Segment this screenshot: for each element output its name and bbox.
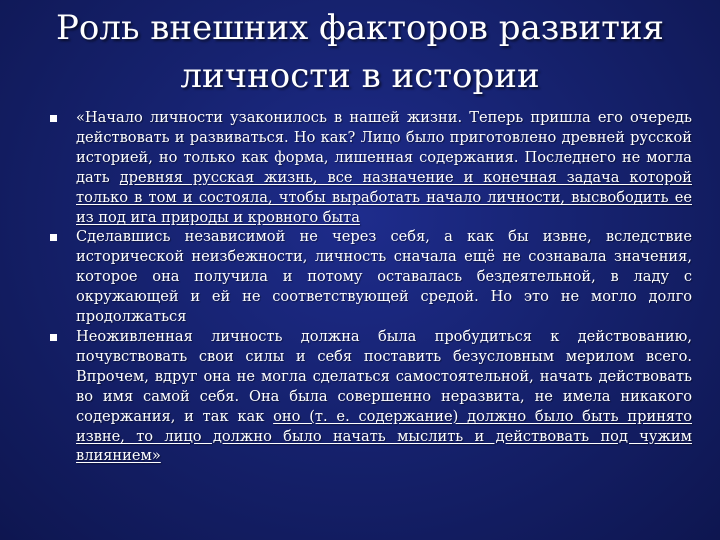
square-bullet-icon [50, 115, 57, 122]
bullet-item-2 [48, 227, 692, 327]
slide-title-line-2: личности в истории [180, 56, 540, 96]
bullet-3-underlined-text: оно (т. е. содержание) должно было быть принято извне, то лицо должно было начать мыслить и действовать под чужим влиянием» [76, 407, 692, 465]
square-bullet-icon [50, 234, 57, 241]
bullet-list [48, 108, 692, 466]
bullet-item-3 [48, 327, 692, 466]
bullet-item-1 [48, 108, 692, 227]
slide-title [40, 4, 680, 100]
bullet-1-underlined-text: древняя русская жизнь, все назначение и конечная задача которой только в том и состояла, чтобы выработать начало личности, высвободить ее из под ига природы и кровного быта [76, 168, 692, 226]
bullet-2-text: Сделавшись независимой не через себя, а как бы извне, вследствие исторической неизбежности, личность сначала ещё не сознавала значения, которое она получила и потому оставалась бездеятельной, в ладу с окружающей и ей не соответствующей средой. Но это не могло долго продолжаться [76, 228, 692, 326]
bullet-1-text: «Начало личности узаконилось в нашей жизни. Теперь пришла его очередь действовать и развиваться. Но как? Лицо было приготовлено древней русской историей, но только как форма, лишенная содержания. Последнего не могла дать [76, 109, 692, 186]
slide-title-line-1: Роль внешних факторов развития [56, 8, 664, 48]
bullet-3-text: Неоживленная личность должна была пробудиться к действованию, почувствовать свои силы и себя поставить безусловным мерилом всего. Впрочем, вдруг она не могла сделаться самостоятельной, начать действовать во имя самой себя. Она была совершенно неразвита, не имела никакого содержания, и так как [76, 327, 692, 425]
square-bullet-icon [50, 334, 57, 341]
